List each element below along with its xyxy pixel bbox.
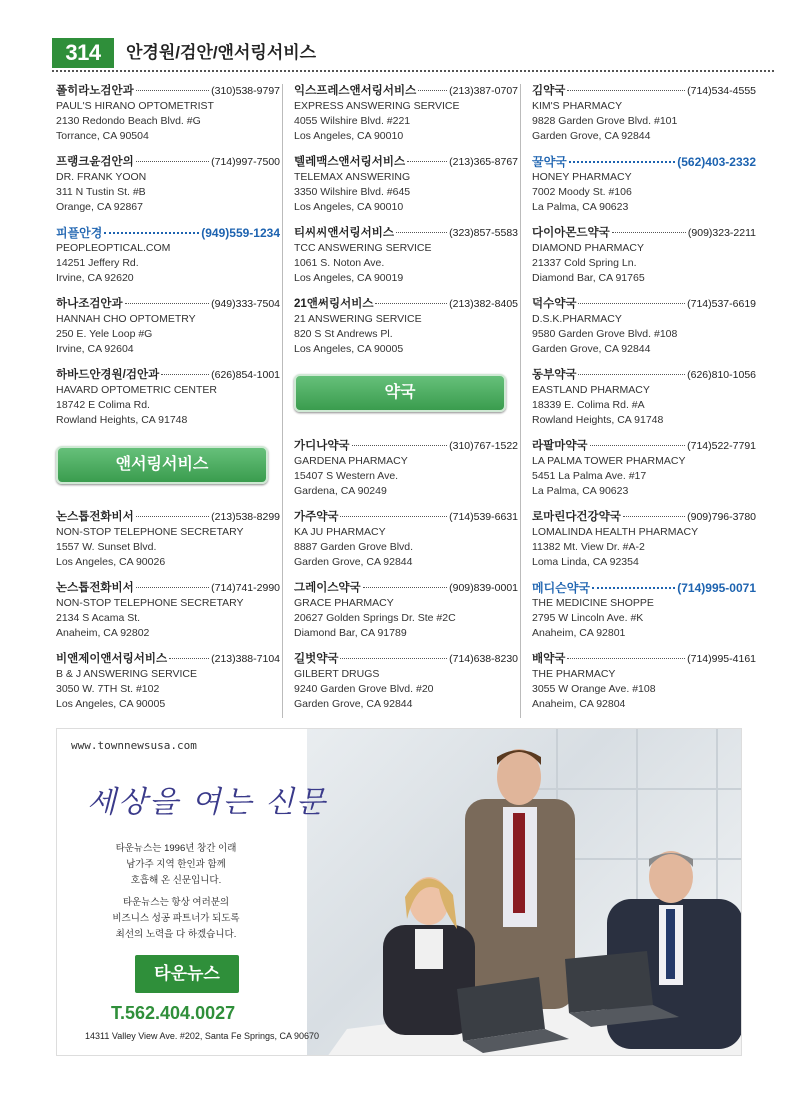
listing-entry [532, 226, 756, 286]
ad-text-line: 호흡해 온 신문입니다. [130, 875, 222, 886]
listing-city: Anaheim, CA 92801 [532, 627, 626, 639]
listing-english-name: GILBERT DRUGS [294, 668, 380, 680]
listing-english-name: THE MEDICINE SHOPPE [532, 597, 654, 609]
listing-phone: (909)796-3780 [687, 511, 756, 523]
page-number: 314 [52, 38, 114, 68]
listing-name: 텔레맥스앤서링서비스 [294, 156, 406, 168]
listing-city: Anaheim, CA 92804 [532, 698, 626, 710]
listing-name: 프랭크윤검안의 [56, 156, 134, 168]
listing-address: 3050 W. 7TH St. #102 [56, 683, 160, 695]
listing-address: 14251 Jeffery Rd. [56, 257, 139, 269]
listing-address: 20627 Golden Springs Dr. Ste #2C [294, 612, 456, 624]
listing-address: 2795 W Lincoln Ave. #K [532, 612, 644, 624]
listing-phone: (714)537-6619 [687, 298, 756, 310]
listing-entry [294, 510, 518, 570]
listing-phone: (213)382-8405 [449, 298, 518, 310]
listing-address: 9240 Garden Grove Blvd. #20 [294, 683, 434, 695]
listing-address: 820 S St Andrews Pl. [294, 328, 393, 340]
listing-phone: (714)741-2990 [211, 582, 280, 594]
listing-name: 다이아몬드약국 [532, 227, 610, 239]
listing-city: Los Angeles, CA 90010 [294, 130, 404, 142]
ad-text-line: 비즈니스 성공 파트너가 되도록 [112, 913, 240, 924]
listing-city: Rowland Heights, CA 91748 [56, 414, 188, 426]
listing-entry [56, 652, 280, 712]
listing-address: 9828 Garden Grove Blvd. #101 [532, 115, 678, 127]
listing-entry [56, 368, 280, 428]
listing-phone: (714)995-0071 [677, 581, 756, 595]
listing-address: 3350 Wilshire Blvd. #645 [294, 186, 411, 198]
listing-address: 7002 Moody St. #106 [532, 186, 632, 198]
listing-phone: (714)997-7500 [211, 156, 280, 168]
listing-phone: (310)538-9797 [211, 85, 280, 97]
listing-name: 하바드안경원/검안과 [56, 369, 160, 381]
listing-english-name: PAUL'S HIRANO OPTOMETRIST [56, 100, 214, 112]
section-header-answering: 앤서링서비스 [56, 446, 268, 484]
section-header-pharmacy: 약국 [294, 374, 506, 412]
listing-name: 동부약국 [532, 369, 577, 381]
listing-english-name: TCC ANSWERING SERVICE [294, 242, 432, 254]
listing-entry [294, 652, 518, 712]
listing-entry [294, 155, 518, 215]
ad-text-line: 타운뉴스는 1996년 창간 이래 [115, 843, 237, 854]
listing-phone: (714)534-4555 [687, 85, 756, 97]
page-title: 안경원/검안/앤서링서비스 [126, 43, 317, 62]
listing-city: Gardena, CA 90249 [294, 485, 387, 497]
listing-address: 1557 W. Sunset Blvd. [56, 541, 157, 553]
listing-entry [294, 226, 518, 286]
listing-city: Garden Grove, CA 92844 [294, 556, 413, 568]
column-divider [520, 84, 521, 718]
listing-name: 하나조검안과 [56, 298, 123, 310]
listing-phone: (949)333-7504 [211, 298, 280, 310]
listing-english-name: HANNAH CHO OPTOMETRY [56, 313, 196, 325]
listing-city: La Palma, CA 90623 [532, 201, 629, 213]
listing-english-name: GRACE PHARMACY [294, 597, 394, 609]
listing-english-name: NON-STOP TELEPHONE SECRETARY [56, 526, 244, 538]
page-header [52, 38, 774, 72]
listing-entry [294, 84, 518, 144]
listing-entry [56, 297, 280, 357]
listing-english-name: DIAMOND PHARMACY [532, 242, 645, 254]
listing-name: 배약국 [532, 653, 566, 665]
listing-english-name: HAVARD OPTOMETRIC CENTER [56, 384, 218, 396]
listing-name: 폴히라노검안과 [56, 85, 134, 97]
listing-english-name: EASTLAND PHARMACY [532, 384, 650, 396]
listing-address: 21337 Cold Spring Ln. [532, 257, 637, 269]
listing-name: 라팔마약국 [532, 440, 588, 452]
listing-english-name: D.S.K.PHARMACY [532, 313, 622, 325]
listing-address: 1061 S. Noton Ave. [294, 257, 385, 269]
listing-entry [532, 652, 756, 712]
listing-english-name: HONEY PHARMACY [532, 171, 632, 183]
listing-city: Los Angeles, CA 90026 [56, 556, 166, 568]
listing-city: Rowland Heights, CA 91748 [532, 414, 664, 426]
column-divider [282, 84, 283, 718]
listing-english-name: LA PALMA TOWER PHARMACY [532, 455, 686, 467]
listing-phone: (562)403-2332 [677, 155, 756, 169]
listing-address: 15407 S Western Ave. [294, 470, 399, 482]
listing-entry [56, 155, 280, 215]
listing-name: 피플안경 [56, 226, 103, 240]
listing-entry-highlighted [56, 226, 280, 286]
listing-name: 김약국 [532, 85, 566, 97]
listing-city: Los Angeles, CA 90005 [294, 343, 404, 355]
townnews-logo: 타운뉴스 [135, 955, 239, 993]
ad-website-url: www.townnewsusa.com [71, 739, 197, 752]
listing-phone: (213)538-8299 [211, 511, 280, 523]
listing-phone: (323)857-5583 [449, 227, 518, 239]
listing-city: Garden Grove, CA 92844 [532, 130, 651, 142]
listing-city: Los Angeles, CA 90005 [56, 698, 166, 710]
listing-entry [294, 297, 518, 357]
listing-address: 8887 Garden Grove Blvd. [294, 541, 414, 553]
listing-phone: (909)323-2211 [687, 227, 756, 239]
listing-phone: (714)539-6631 [449, 511, 518, 523]
listing-phone: (626)854-1001 [211, 369, 280, 381]
listing-entry [294, 581, 518, 641]
listing-phone: (714)638-8230 [449, 653, 518, 665]
ad-description [71, 841, 281, 943]
listing-address: 311 N Tustin St. #B [56, 186, 146, 198]
listing-name: 티씨씨앤서링서비스 [294, 227, 394, 239]
listing-city: Los Angeles, CA 90019 [294, 272, 404, 284]
ad-address: 14311 Valley View Ave. #202, Santa Fe Springs, CA 90670 [85, 1031, 319, 1041]
listing-phone: (909)839-0001 [449, 582, 518, 594]
listing-name: 그레이스약국 [294, 582, 361, 594]
listing-address: 18339 E. Colima Rd. #A [532, 399, 645, 411]
listing-name: 메디슨약국 [532, 581, 590, 595]
ad-slogan: 세상을 여는 신문 [87, 785, 327, 820]
ad-text-line: 남가주 지역 한인과 함께 [126, 859, 226, 870]
listing-address: 250 E. Yele Loop #G [56, 328, 153, 340]
listing-entry [532, 510, 756, 570]
listing-phone: (213)387-0707 [449, 85, 518, 97]
listing-name: 가디나약국 [294, 440, 350, 452]
listing-name: 익스프레스앤서링서비스 [294, 85, 417, 97]
listing-city: Diamond Bar, CA 91765 [532, 272, 645, 284]
listing-entry [532, 297, 756, 357]
listing-city: Irvine, CA 92604 [56, 343, 134, 355]
listing-phone: (949)559-1234 [201, 226, 280, 240]
listing-address: 11382 Mt. View Dr. #A-2 [532, 541, 645, 553]
listing-english-name: KA JU PHARMACY [294, 526, 386, 538]
listing-entry [532, 368, 756, 428]
listing-english-name: 21 ANSWERING SERVICE [294, 313, 422, 325]
listing-english-name: PEOPLEOPTICAL.COM [56, 242, 171, 254]
listing-city: Garden Grove, CA 92844 [532, 343, 651, 355]
listing-name: 로마린다건강약국 [532, 511, 621, 523]
listing-name: 덕수약국 [532, 298, 577, 310]
listing-entry [56, 510, 280, 570]
business-people-photo [307, 729, 742, 1056]
listing-city: Anaheim, CA 92802 [56, 627, 150, 639]
listing-address: 18742 E Colima Rd. [56, 399, 150, 411]
listing-name: 비앤제이앤서링서비스 [56, 653, 168, 665]
listing-city: Los Angeles, CA 90010 [294, 201, 404, 213]
listing-phone: (213)365-8767 [449, 156, 518, 168]
header-divider [52, 70, 774, 72]
listing-phone: (310)767-1522 [449, 440, 518, 452]
listing-entry [532, 84, 756, 144]
listing-address: 9580 Garden Grove Blvd. #108 [532, 328, 678, 340]
listing-english-name: LOMALINDA HEALTH PHARMACY [532, 526, 699, 538]
listing-english-name: DR. FRANK YOON [56, 171, 147, 183]
listing-phone: (626)810-1056 [687, 369, 756, 381]
listing-name: 꿀약국 [532, 155, 567, 169]
listing-entry-highlighted [532, 581, 756, 641]
listing-name: 논스톱전화비서 [56, 582, 134, 594]
listing-city: Garden Grove, CA 92844 [294, 698, 413, 710]
ad-text-line: 타운뉴스는 항상 여러분의 [122, 897, 230, 908]
listing-address: 4055 Wilshire Blvd. #221 [294, 115, 411, 127]
listing-entry [56, 581, 280, 641]
listing-entry [532, 439, 756, 499]
listing-entry-highlighted [532, 155, 756, 215]
listing-english-name: GARDENA PHARMACY [294, 455, 408, 467]
listing-english-name: TELEMAX ANSWERING [294, 171, 411, 183]
listing-city: Torrance, CA 90504 [56, 130, 149, 142]
ad-phone-number: T.562.404.0027 [111, 1003, 236, 1023]
listing-address: 3055 W Orange Ave. #108 [532, 683, 656, 695]
listing-phone: (714)522-7791 [687, 440, 756, 452]
listing-name: 길벗약국 [294, 653, 339, 665]
listing-english-name: B & J ANSWERING SERVICE [56, 668, 198, 680]
listing-name: 가주약국 [294, 511, 339, 523]
listing-address: 2134 S Acama St. [56, 612, 141, 624]
listing-english-name: THE PHARMACY [532, 668, 616, 680]
listing-english-name: EXPRESS ANSWERING SERVICE [294, 100, 460, 112]
listing-address: 5451 La Palma Ave. #17 [532, 470, 647, 482]
ad-text-line: 최선의 노력을 다 하겠습니다. [115, 929, 237, 940]
listing-entry [56, 84, 280, 144]
listing-city: Loma Linda, CA 92354 [532, 556, 639, 568]
listing-phone: (714)995-4161 [687, 653, 756, 665]
townnews-advertisement [56, 728, 742, 1056]
listing-city: Orange, CA 92867 [56, 201, 143, 213]
listing-address: 2130 Redondo Beach Blvd. #G [56, 115, 201, 127]
listing-city: La Palma, CA 90623 [532, 485, 629, 497]
listing-phone: (213)388-7104 [211, 653, 280, 665]
listing-name: 논스톱전화비서 [56, 511, 134, 523]
listing-city: Irvine, CA 92620 [56, 272, 134, 284]
listing-entry [294, 439, 518, 499]
listing-city: Diamond Bar, CA 91789 [294, 627, 407, 639]
listing-english-name: KIM'S PHARMACY [532, 100, 623, 112]
listing-name: 21앤써링서비스 [294, 298, 374, 310]
listing-english-name: NON-STOP TELEPHONE SECRETARY [56, 597, 244, 609]
